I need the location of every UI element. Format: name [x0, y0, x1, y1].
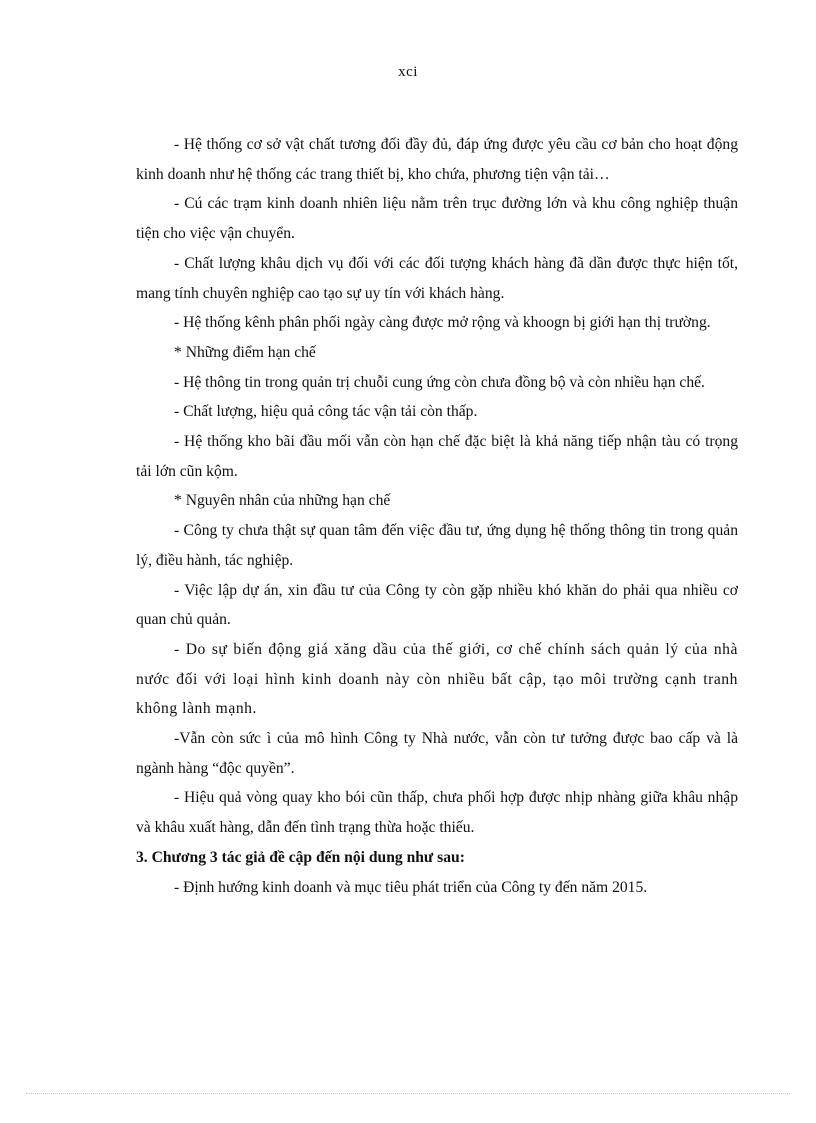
paragraph-inventory-turnover: - Hiệu quả vòng quay kho bói cũn thấp, chưa phối hợp được nhịp nhàng giữa khâu nhập và khâu xuất hàng, dẫn đến tình trạng thừa hoặc thiếu.	[136, 789, 738, 837]
section-heading-chapter-3: 3. Chương 3 tác giả đề cập đến nội dung như sau:	[136, 848, 465, 866]
body-text	[136, 130, 738, 902]
subheading-limitations: * Những điểm hạn chế	[174, 343, 316, 361]
subheading-causes: * Nguyên nhân của những hạn chế	[174, 492, 391, 510]
paragraph-distribution-channels: - Hệ thống kênh phân phối ngày càng được mở rộng và khoogn bị giới hạn thị trường.	[174, 314, 711, 332]
paragraph-information-system: - Hệ thông tin trong quản trị chuỗi cung ứng còn chưa đồng bộ và còn nhiều hạn chế.	[174, 373, 705, 391]
paragraph-project-approval: - Việc lập dự án, xin đầu tư của Công ty còn gặp nhiều khó khăn do phải qua nhiều cơ quan chủ quản.	[136, 581, 738, 629]
paragraph-warehouse-limits: - Hệ thống kho bãi đầu mối vẫn còn hạn chế đặc biệt là khả năng tiếp nhận tàu có trọng tải lớn cũn kộm.	[136, 433, 738, 480]
footer-divider	[26, 1093, 790, 1094]
paragraph-investment-attention: - Công ty chưa thật sự quan tâm đến việc đầu tư, ứng dụng hệ thống thông tin trong quản lý, điều hành, tác nghiệp.	[136, 522, 738, 569]
paragraph-price-fluctuation: - Do sự biến động giá xăng dầu của thế giới, cơ chế chính sách quản lý của nhà nước đối với loại hình kinh doanh này còn nhiều bất cập, tạo môi trường cạnh tranh không lành mạnh.	[136, 640, 738, 718]
paragraph-facilities: - Hệ thống cơ sở vật chất tương đối đầy đủ, đáp ứng được yêu cầu cơ bản cho hoạt động kinh doanh như hệ thống các trang thiết bị, kho chứa, phương tiện vận tải…	[136, 136, 738, 183]
paragraph-state-company-inertia: -Vẫn còn sức ì của mô hình Công ty Nhà nước, vẫn còn tư tưởng được bao cấp và là ngành hàng “độc quyền”.	[136, 730, 738, 777]
paragraph-service-quality: - Chất lượng khâu dịch vụ đối với các đối tượng khách hàng đã dần được thực hiện tốt, mang tính chuyên nghiệp cao tạo sự uy tín với khách hàng.	[136, 254, 738, 302]
paragraph-business-orientation: - Định hướng kinh doanh và mục tiêu phát triển của Công ty đến năm 2015.	[174, 878, 648, 896]
page-number: xci	[398, 64, 418, 80]
paragraph-transport-efficiency: - Chất lượng, hiệu quả công tác vận tải còn thấp.	[174, 403, 478, 421]
paragraph-fuel-stations: - Cú các trạm kinh doanh nhiên liệu nằm trên trục đường lớn và khu công nghiệp thuận tiện cho việc vận chuyển.	[136, 195, 738, 243]
